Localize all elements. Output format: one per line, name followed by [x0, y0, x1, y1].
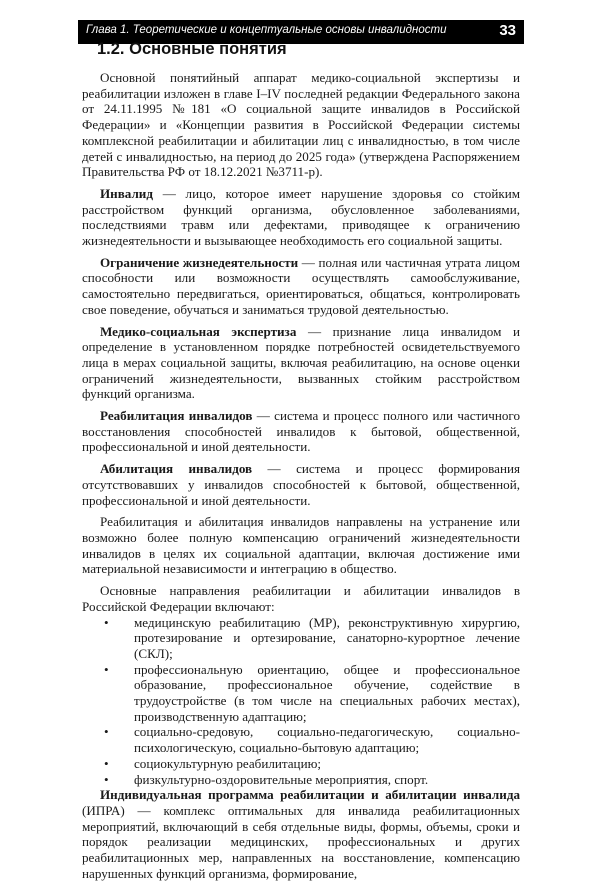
definition-habilitation [82, 461, 520, 508]
list-item-text: медицинскую реабилитацию (МР), реконструктивную хирургию, протезирование и ортезирование, санаторно-курортное лечение (СКЛ); [134, 614, 520, 661]
term-expertise: Медико-социальная экспертиза [100, 323, 297, 339]
definition-text: — полная или частичная утрата лицом способности или возможности осуществлять самообслуживание, самостоятельно передвигаться, ориентироваться, общаться, контролировать свое поведение, обучаться и заниматься трудовой деятельностью. [82, 254, 520, 317]
section-title: 1.2. Основные понятия [97, 40, 287, 58]
list-item [82, 615, 520, 662]
term-limitation: Ограничение жизнедеятельности [100, 254, 299, 270]
aims-paragraph: Реабилитация и абилитация инвалидов направлены на устранение или возможно более полную компенсацию ограничений жизнедеятельности инвалидов в целях их социальной адаптации, включая достижение ими материальной независимости и интеграцию в общество. [82, 514, 520, 577]
definition-text: — признание лица инвалидом и определение в установленном порядке потребностей освидетельствуемого лица в мерах социальной защиты, включая реабилитацию, на основе оценки ограничений жизнедеятельности, вызванных стойким расстройством функций организма. [82, 323, 520, 402]
list-item [82, 662, 520, 725]
list-item-text: социально-средовую, социально-педагогическую, социально-психологическую, социально-бытовую адаптацию; [134, 724, 520, 756]
bullet-icon: • [104, 614, 109, 630]
term-habilitation: Абилитация инвалидов [100, 461, 253, 477]
term-rehabilitation: Реабилитация инвалидов [100, 408, 253, 424]
definition-text: (ИПРА) — комплекс оптимальных для инвалида реабилитационных мероприятий, включающий в себя отдельные виды, формы, объемы, сроки и порядок реализации медицинских, профессиональных и других реабилитационных мер, направленных на восстановление, компенсацию нарушенных функций организма, формирование, [82, 802, 520, 881]
term-disabled: Инвалид [100, 185, 153, 201]
list-item [82, 724, 520, 755]
bullet-icon: • [104, 661, 109, 677]
page-body [82, 70, 520, 881]
directions-list [82, 615, 520, 788]
bullet-icon: • [104, 771, 109, 787]
bullet-icon: • [104, 755, 109, 771]
list-item-text: социокультурную реабилитацию; [134, 755, 321, 771]
definition-limitation [82, 255, 520, 318]
definition-ipra [82, 787, 520, 881]
chapter-title: Глава 1. Теоретические и концептуальные основы инвалидности [86, 24, 447, 36]
list-item-text: физкультурно-оздоровительные мероприятия, спорт. [134, 771, 429, 787]
intro-paragraph: Основной понятийный аппарат медико-социальной экспертизы и реабилитации изложен в главе I–IV последней редакции Федерального закона от 24.11.1995 №181 «О социальной защите инвалидов в Российской Федерации» и «Концепции развития в Российской Федерации системы комплексной реабилитации и абилитации лиц с инвалидностью, в том числе детей с инвалидностью, на период до 2025 года» (утверждена Распоряжением Правительства РФ от 18.12.2021 №3711-р). [82, 70, 520, 180]
page-number: 33 [499, 22, 516, 39]
definition-text: — лицо, которое имеет нарушение здоровья со стойким расстройством функций организма, обусловленное заболеваниями, последствиями травм или дефектами, приводящее к ограничению жизнедеятельности и вызывающее необходимость его социальной защиты. [82, 185, 520, 249]
directions-intro: Основные направления реабилитации и абилитации инвалидов в Российской Федерации включают: [82, 583, 520, 614]
definition-expertise [82, 324, 520, 403]
definition-disabled [82, 186, 520, 249]
term-ipra: Индивидуальная программа реабилитации и абилитации инвалида [100, 787, 520, 803]
bullet-icon: • [104, 724, 109, 740]
list-item [82, 756, 520, 772]
definition-text: — система и процесс полного или частичного восстановления способностей инвалидов к бытовой, общественной, профессиональной и иной деятельности. [82, 408, 520, 455]
definition-rehabilitation [82, 408, 520, 455]
list-item [82, 772, 520, 788]
list-item-text: профессиональную ориентацию, общее и профессиональное образование, профессиональное обучение, содействие в трудоустройстве (в том числе на специальных рабочих местах), производственную адаптацию; [134, 661, 520, 724]
definition-text: — система и процесс формирования отсутствовавших у инвалидов способностей к бытовой, общественной, профессиональной и иной деятельности. [82, 461, 521, 508]
